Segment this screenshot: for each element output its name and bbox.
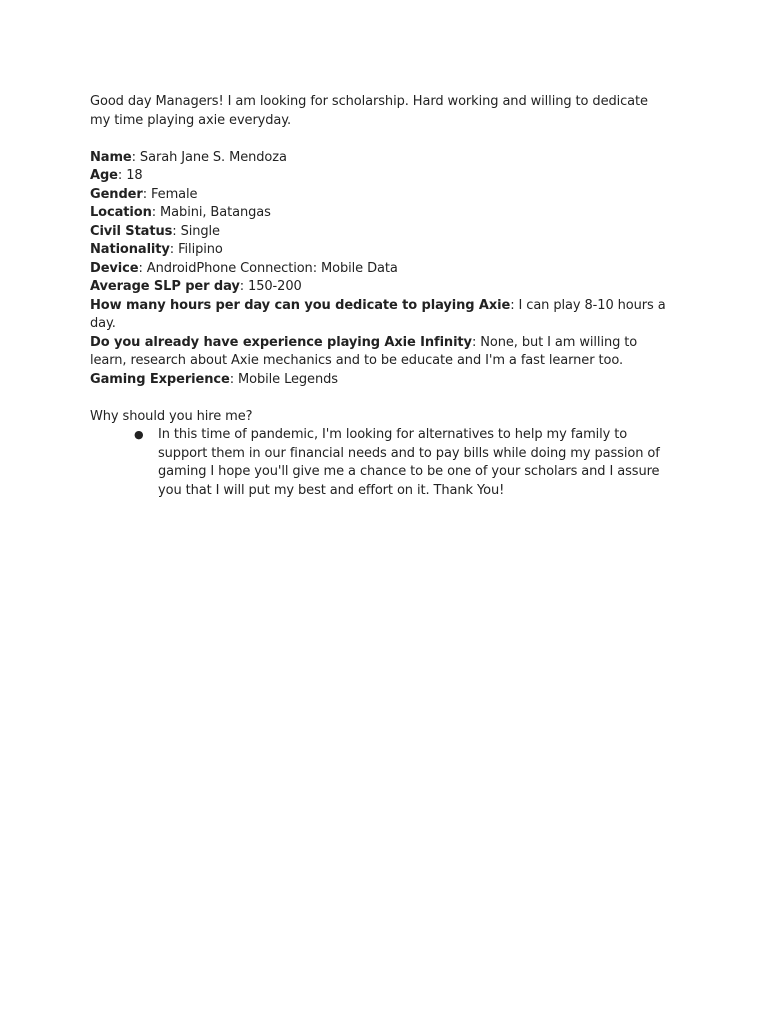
bullet-text: In this time of pandemic, I'm looking for alternatives to help my family to support them in our financial needs and to pay bills while doing my passion of gaming I hope you'll give me a chance to be one of your scholars and I assure you that I will put my best and effort on it. Thank You!	[158, 427, 660, 498]
spacer	[90, 130, 670, 149]
field-label: Device	[90, 260, 139, 276]
field-name	[90, 149, 670, 168]
field-value: : 18	[117, 168, 143, 183]
field-label: Age	[90, 168, 118, 183]
bullet-list	[90, 426, 670, 500]
field-civil-status	[90, 223, 670, 242]
field-age	[90, 167, 670, 186]
field-device	[90, 260, 670, 279]
field-nationality	[90, 241, 670, 260]
field-average-slp	[90, 278, 670, 297]
field-value: : Mobile Legends	[229, 371, 338, 387]
field-value: : Filipino	[169, 242, 223, 257]
field-gaming-experience	[90, 371, 670, 390]
list-item	[90, 426, 670, 500]
field-label: Gaming Experience	[90, 371, 230, 387]
field-label: Civil Status	[90, 223, 173, 239]
spacer	[90, 389, 670, 408]
field-hours-per-day	[90, 297, 670, 334]
field-location	[90, 204, 670, 223]
field-value: : Sarah Jane S. Mendoza	[131, 149, 287, 165]
field-label: Gender	[90, 186, 143, 202]
field-value: : Female	[142, 186, 198, 202]
field-label: Average SLP per day	[90, 279, 240, 294]
field-label: Name	[90, 149, 132, 165]
field-value: : 150-200	[239, 279, 302, 294]
bullet-icon: ●	[134, 428, 144, 441]
field-value: : Mabini, Batangas	[151, 205, 271, 220]
field-experience	[90, 334, 670, 371]
field-value: : Single	[172, 223, 220, 239]
field-label: How many hours per day can you dedicate to playing Axie	[90, 297, 511, 313]
field-value: : None, but I am willing to learn, research about Axie mechanics and to be educate and I'm a fast learner too.	[90, 334, 638, 368]
field-value: : AndroidPhone Connection: Mobile Data	[138, 260, 398, 276]
field-label: Nationality	[90, 242, 170, 257]
document-page	[90, 93, 670, 500]
field-label: Location	[90, 205, 152, 220]
field-label: Do you already have experience playing Axie Infinity	[90, 334, 472, 350]
question-heading: Why should you hire me?	[90, 408, 253, 424]
intro-paragraph: Good day Managers! I am looking for scholarship. Hard working and willing to dedicate my time playing axie everyday.	[90, 94, 648, 128]
field-gender	[90, 186, 670, 205]
field-value: : I can play 8-10 hours a day.	[90, 297, 666, 331]
